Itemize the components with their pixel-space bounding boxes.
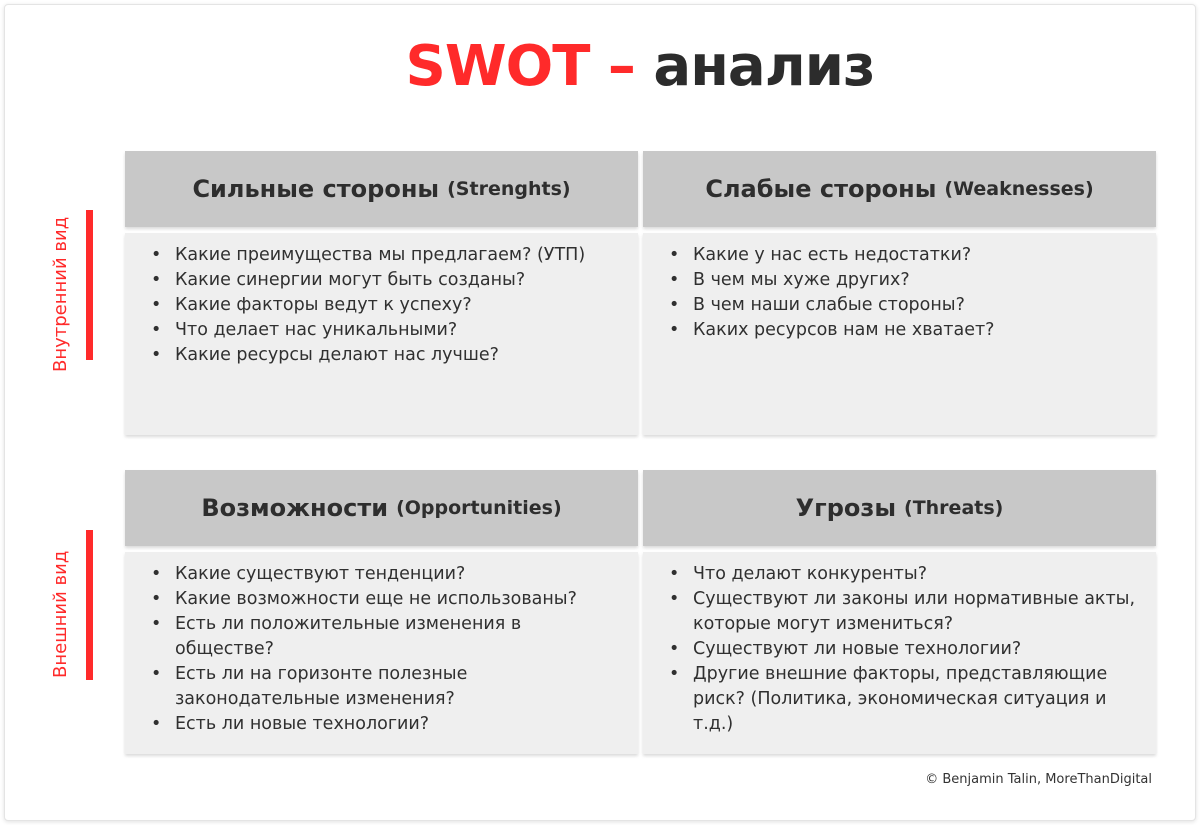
- list-item: • Есть ли новые технологии?: [149, 712, 624, 737]
- item-list: [667, 562, 1142, 737]
- list-item: • Существуют ли законы или нормативные акты, которые могут измениться?: [667, 587, 1142, 637]
- list-item: • Какие ресурсы делают нас лучше?: [149, 343, 624, 368]
- list-item: • Что делает нас уникальными?: [149, 318, 624, 343]
- quadrant-body-weaknesses: [643, 233, 1156, 435]
- quadrant-header-threats: [643, 470, 1156, 546]
- item-list: [149, 243, 624, 368]
- quadrant-title: Возможности: [201, 494, 389, 522]
- side-label-internal: Внутренний вид: [50, 216, 71, 372]
- title-swot: SWOT: [405, 34, 590, 99]
- title-analysis: анализ: [653, 34, 875, 99]
- side-bar-internal: [86, 210, 93, 360]
- side-label-external: Внешний вид: [50, 550, 71, 678]
- title-dash: –: [607, 34, 635, 99]
- quadrant-body-threats: [643, 552, 1156, 754]
- list-item: • Существуют ли новые технологии?: [667, 637, 1142, 662]
- list-item: • Другие внешние факторы, представляющие риск? (Политика, экономическая ситуация и т.д.): [667, 662, 1142, 737]
- quadrant-title: Слабые стороны: [705, 175, 937, 203]
- quadrant-strengths: [125, 151, 638, 435]
- quadrant-body-opportunities: [125, 552, 638, 754]
- list-item: • В чем наши слабые стороны?: [667, 293, 1142, 318]
- list-item: • Какие у нас есть недостатки?: [667, 243, 1142, 268]
- list-item: • Какие преимущества мы предлагаем? (УТП): [149, 243, 624, 268]
- page-title: [0, 32, 1200, 102]
- quadrant-body-strengths: [125, 233, 638, 435]
- list-item: • Каких ресурсов нам не хватает?: [667, 318, 1142, 343]
- quadrant-title: Сильные стороны: [192, 175, 440, 203]
- list-item: • В чем мы хуже других?: [667, 268, 1142, 293]
- quadrant-opportunities: [125, 470, 638, 754]
- list-item: • Что делают конкуренты?: [667, 562, 1142, 587]
- list-item: • Какие факторы ведут к успеху?: [149, 293, 624, 318]
- quadrant-subtitle: (Opportunities): [396, 497, 562, 519]
- quadrant-header-opportunities: [125, 470, 638, 546]
- quadrant-header-weaknesses: [643, 151, 1156, 227]
- quadrant-subtitle: (Strenghts): [447, 178, 571, 200]
- quadrant-header-strengths: [125, 151, 638, 227]
- list-item: • Какие возможности еще не использованы?: [149, 587, 624, 612]
- quadrant-subtitle: (Weaknesses): [944, 178, 1094, 200]
- item-list: [149, 562, 624, 737]
- list-item: • Есть ли на горизонте полезные законодательные изменения?: [149, 662, 624, 712]
- quadrant-title: Угрозы: [795, 494, 897, 522]
- quadrant-weaknesses: [643, 151, 1156, 435]
- side-bar-external: [86, 530, 93, 680]
- list-item: • Есть ли положительные изменения в обществе?: [149, 612, 624, 662]
- quadrant-subtitle: (Threats): [904, 497, 1004, 519]
- quadrant-threats: [643, 470, 1156, 754]
- item-list: [667, 243, 1142, 343]
- copyright-notice: © Benjamin Talin, MoreThanDigital: [925, 772, 1152, 787]
- list-item: • Какие синергии могут быть созданы?: [149, 268, 624, 293]
- list-item: • Какие существуют тенденции?: [149, 562, 624, 587]
